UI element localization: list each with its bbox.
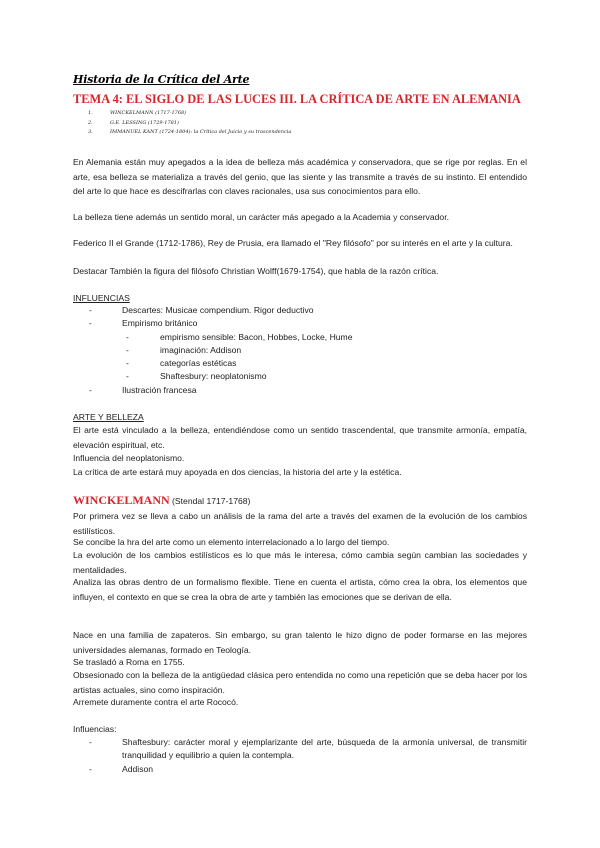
influencias-heading: INFLUENCIAS: [73, 293, 130, 303]
winckelmann-name: WINCKELMANN: [73, 493, 170, 507]
winckelmann-paragraph: Obsesionado con la belleza de la antigüedad clásica pero entendida no como una repetición que se deba hacer por los artistas actuales, sino como inspiración.: [73, 670, 527, 695]
course-title: Historia de la Crítica del Arte: [73, 73, 250, 86]
winckelmann-paragraph: Se trasladó a Roma en 1755.: [73, 657, 185, 667]
list-item: - categorías estéticas: [126, 358, 237, 369]
winckelmann-paragraph: Por primera vez se lleva a cabo un análisis de la rama del arte a través del examen de la evolución de los cambios estilísticos.: [73, 511, 527, 536]
toc-item: 2. G.E. LESSING (1729-1781): [88, 119, 179, 126]
winckelmann-paragraph: Arremete duramente contra el arte Rococó.: [73, 697, 239, 707]
toc-item: 1. WINCKELMANN (1717-1768): [88, 110, 187, 116]
table-of-contents: [88, 109, 291, 138]
winckelmann-influencias-list: [73, 736, 527, 776]
winckelmann-paragraph: Se concibe la hra del arte como un elemento interrelacionado a lo largo del tiempo.: [73, 537, 390, 547]
intro-paragraph: Federico II el Grande (1712-1786), Rey de Prusia, era llamado el "Rey filósofo" por su interés en el arte y la cultura.: [73, 238, 513, 248]
tema-title: TEMA 4: EL SIGLO DE LAS LUCES III. LA CRÍTICA DE ARTE EN ALEMANIA: [73, 92, 521, 106]
influencias-list: [73, 304, 527, 397]
arte-belleza-paragraph: Influencia del neoplatonismo.: [73, 453, 185, 463]
winckelmann-influencias-heading: Influencias:: [73, 724, 117, 734]
intro-paragraph: En Alemania están muy apegados a la idea de belleza más académica y conservadora, que se rige por reglas. En el arte, esa belleza se materializa a través del genio, que las siente y las transmite a través de su instinto. El entendido del arte lo que hace es descifrarlas con claves racionales, usa sus conocimientos para ello.: [73, 157, 527, 196]
winckelmann-paragraph: La evolución de los cambios estilísticos es lo que más le interesa, cómo cambia según cambian las sociedades y mentalidades.: [73, 550, 527, 575]
arte-belleza-paragraph: La crítica de arte estará muy apoyada en dos ciencias, la historia del arte y la estética.: [73, 467, 402, 477]
list-item: - Ilustración francesa: [89, 384, 197, 395]
winckelmann-paragraph: Analiza las obras dentro de un formalismo flexible. Tiene en cuenta el artista, cómo crea la obra, los elementos que influyen, el contexto en que se crea la obra de arte y también las emociones que se derivan de ella.: [73, 577, 527, 602]
intro-paragraph: Destacar También la figura del filósofo Christian Wolff(1679-1754), que habla de la razón crítica.: [73, 266, 439, 276]
winckelmann-subtitle: (Stendal 1717-1768): [169, 496, 251, 506]
toc-item: 3. IMMANUEL KANT (1724-1804): la Crítica del Juicio y su trascendencia: [88, 129, 292, 136]
winckelmann-heading: [73, 491, 250, 509]
list-item: - Shaftesbury: neoplatonismo: [126, 371, 267, 382]
intro-paragraph: La belleza tiene además un sentido moral, un carácter más apegado a la Academia y conservador.: [73, 212, 449, 222]
list-item: - Empirismo británico: [89, 318, 198, 329]
arte-belleza-heading: ARTE Y BELLEZA: [73, 412, 144, 422]
list-item: - Addison: [89, 763, 154, 774]
list-item: - imaginación: Addison: [126, 344, 242, 355]
winckelmann-paragraph: Nace en una familia de zapateros. Sin embargo, su gran talento le hizo digno de poder formarse en las mejores universidades alemanas, formado en Teología.: [73, 630, 527, 655]
list-item: - Shaftesbury: carácter moral y ejemplarizante del arte, búsqueda de la armonía universal, de transmitir tranquilidad y equilibrio a quien la contempla.: [89, 737, 527, 761]
arte-belleza-paragraph: El arte está vinculado a la belleza, entendiéndose como un sentido trascendental, que transmite armonía, empatía, elevación espiritual, etc.: [73, 425, 527, 450]
list-item: - empirismo sensible: Bacon, Hobbes, Locke, Hume: [126, 331, 353, 342]
list-item: - Descartes: Musicae compendium. Rigor deductivo: [89, 305, 314, 315]
